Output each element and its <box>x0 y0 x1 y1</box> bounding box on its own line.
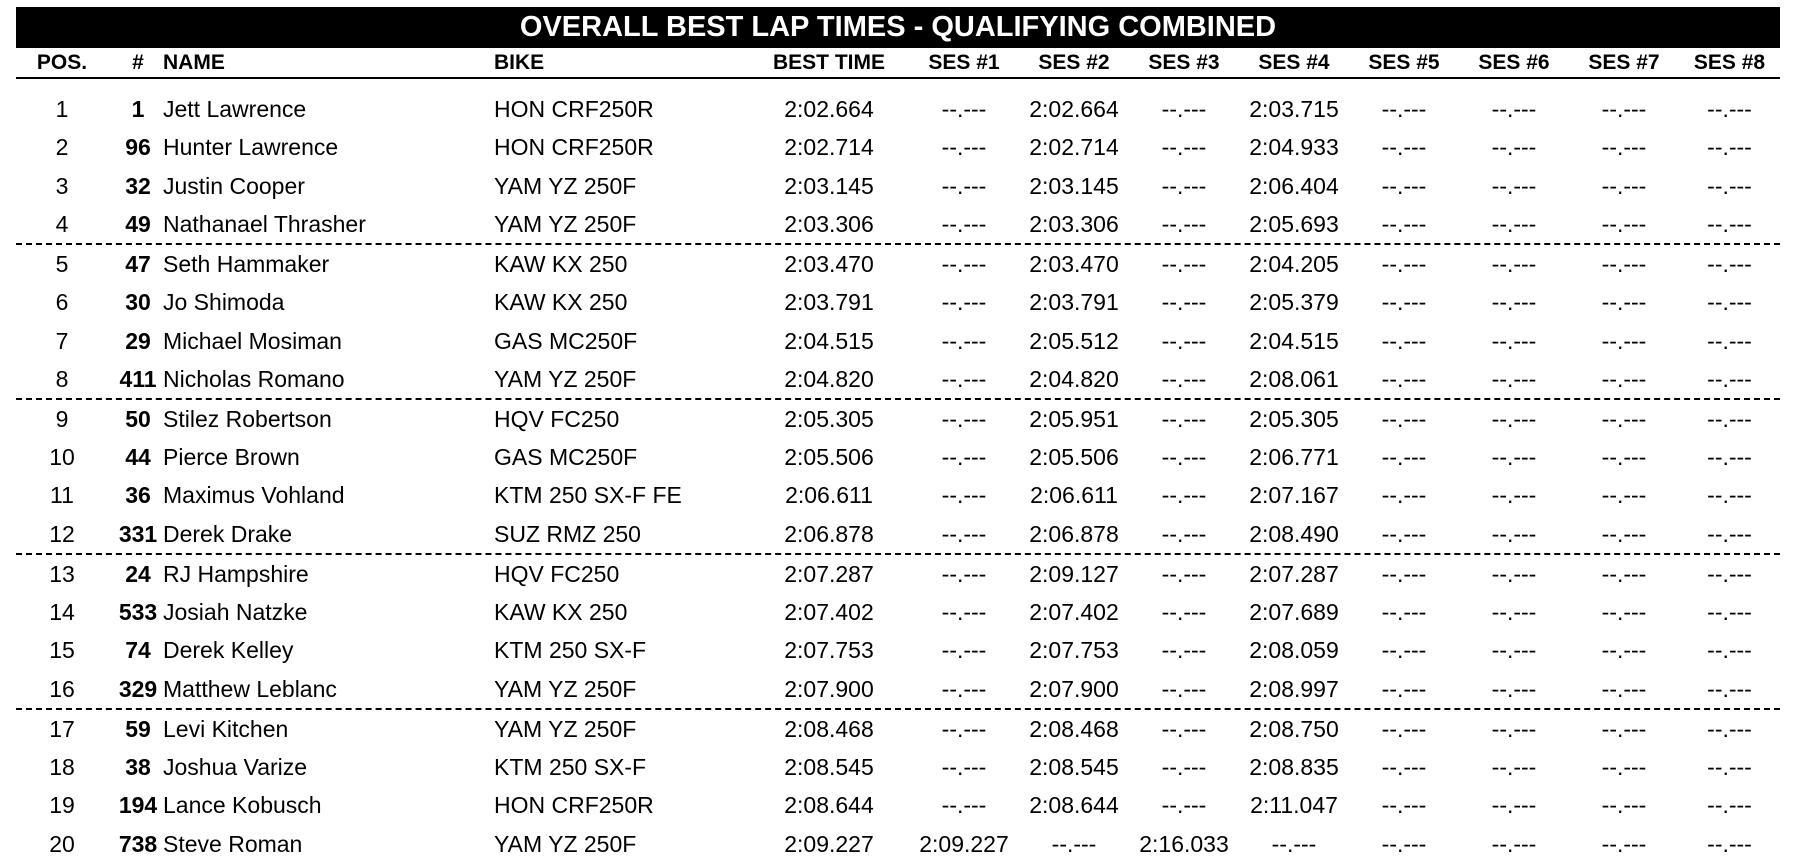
cell-best-time: 2:03.791 <box>784 289 874 316</box>
cell-name: Derek Drake <box>163 520 293 547</box>
cell-name: Steve Roman <box>163 830 303 857</box>
table-row <box>16 786 1780 824</box>
cell-bike: SUZ RMZ 250 <box>494 520 641 547</box>
cell-number: 738 <box>118 830 158 857</box>
cell-ses-8: --.--- <box>1707 96 1752 122</box>
cell-bike: YAM YZ 250F <box>494 365 637 392</box>
cell-bike: YAM YZ 250F <box>494 675 637 702</box>
cell-ses-7: --.--- <box>1601 250 1647 277</box>
cell-ses-4: --.--- <box>1271 830 1317 857</box>
header-pos: POS. <box>36 51 88 74</box>
table-row <box>16 631 1780 669</box>
cell-ses-5: --.--- <box>1381 172 1427 199</box>
cell-ses-5: --.--- <box>1381 250 1427 277</box>
cell-ses-7: --.--- <box>1601 444 1647 471</box>
cell-ses-6: --.--- <box>1491 96 1537 122</box>
cell-ses-4: 2:07.167 <box>1249 482 1339 509</box>
cell-best-time: 2:07.287 <box>784 560 874 587</box>
cell-ses-6: --.--- <box>1491 250 1537 277</box>
cell-ses-1: --.--- <box>941 250 987 277</box>
cell-ses-4: 2:08.750 <box>1249 715 1339 742</box>
cell-best-time: 2:03.470 <box>784 250 874 277</box>
cell-ses-1: --.--- <box>941 792 987 819</box>
table-row <box>16 825 1780 863</box>
cell-ses-3: --.--- <box>1161 172 1207 199</box>
cell-ses-4: 2:04.515 <box>1249 327 1339 354</box>
cell-bike: HQV FC250 <box>494 560 620 587</box>
cell-number: 194 <box>118 792 158 819</box>
cell-name: Pierce Brown <box>163 444 300 471</box>
cell-ses-6: --.--- <box>1491 365 1537 392</box>
cell-ses-7: --.--- <box>1601 753 1647 780</box>
cell-bike: HON CRF250R <box>494 792 654 819</box>
cell-name: Derek Kelley <box>163 637 294 664</box>
cell-ses-6: --.--- <box>1491 715 1537 742</box>
cell-bike: GAS MC250F <box>494 444 638 471</box>
cell-number: 29 <box>125 327 151 354</box>
cell-ses-1: --.--- <box>941 96 987 122</box>
cell-ses-4: 2:11.047 <box>1250 792 1338 819</box>
cell-bike: GAS MC250F <box>494 327 638 354</box>
header-ses-2: SES #2 <box>1038 51 1110 74</box>
cell-ses-1: --.--- <box>941 637 987 664</box>
cell-pos: 9 <box>55 405 69 432</box>
header-number: # <box>132 51 144 74</box>
table-row <box>16 205 1780 243</box>
cell-name: Matthew Leblanc <box>163 675 337 702</box>
cell-ses-2: 2:05.506 <box>1029 444 1119 471</box>
cell-ses-7: --.--- <box>1601 289 1647 316</box>
cell-pos: 10 <box>49 444 75 471</box>
cell-ses-5: --.--- <box>1381 444 1427 471</box>
header-ses-5: SES #5 <box>1368 51 1440 74</box>
table-row <box>16 245 1780 283</box>
cell-ses-8: --.--- <box>1707 792 1752 819</box>
cell-ses-8: --.--- <box>1707 289 1752 316</box>
cell-name: Seth Hammaker <box>163 250 330 277</box>
cell-ses-3: --.--- <box>1161 560 1207 587</box>
cell-ses-6: --.--- <box>1491 289 1537 316</box>
cell-best-time: 2:04.820 <box>784 365 874 392</box>
table-row <box>16 90 1780 128</box>
header-ses-3: SES #3 <box>1148 51 1220 74</box>
cell-ses-5: --.--- <box>1381 675 1427 702</box>
cell-ses-6: --.--- <box>1491 405 1537 432</box>
cell-ses-1: --.--- <box>941 289 987 316</box>
cell-ses-6: --.--- <box>1491 172 1537 199</box>
cell-ses-5: --.--- <box>1381 96 1427 122</box>
cell-ses-6: --.--- <box>1491 830 1537 857</box>
cell-ses-4: 2:05.693 <box>1249 210 1339 237</box>
cell-ses-4: 2:05.305 <box>1249 405 1339 432</box>
cell-pos: 1 <box>55 96 69 122</box>
cell-ses-4: 2:08.059 <box>1249 637 1339 664</box>
cell-ses-6: --.--- <box>1491 444 1537 471</box>
cell-bike: YAM YZ 250F <box>494 715 637 742</box>
cell-ses-8: --.--- <box>1707 715 1752 742</box>
cell-pos: 7 <box>55 327 69 354</box>
cell-ses-1: --.--- <box>941 715 987 742</box>
cell-name: Justin Cooper <box>163 172 305 199</box>
cell-ses-5: --.--- <box>1381 715 1427 742</box>
cell-ses-1: --.--- <box>941 520 987 547</box>
cell-ses-6: --.--- <box>1491 599 1537 625</box>
cell-number: 1 <box>131 96 145 122</box>
cell-number: 32 <box>125 172 151 199</box>
cell-ses-4: 2:08.997 <box>1249 675 1339 702</box>
cell-ses-8: --.--- <box>1707 599 1752 625</box>
cell-ses-4: 2:07.689 <box>1249 599 1339 625</box>
cell-number: 38 <box>125 753 151 780</box>
cell-ses-3: --.--- <box>1161 482 1207 509</box>
cell-name: RJ Hampshire <box>163 560 309 587</box>
cell-ses-8: --.--- <box>1707 405 1752 432</box>
cell-pos: 20 <box>49 830 75 857</box>
cell-best-time: 2:07.402 <box>784 599 874 625</box>
cell-ses-5: --.--- <box>1381 599 1427 625</box>
cell-best-time: 2:07.753 <box>784 637 874 664</box>
header-bike: BIKE <box>494 51 545 74</box>
cell-bike: KAW KX 250 <box>494 250 628 277</box>
cell-ses-5: --.--- <box>1381 830 1427 857</box>
cell-pos: 19 <box>49 792 75 819</box>
table-row <box>16 283 1780 321</box>
cell-ses-8: --.--- <box>1707 675 1752 702</box>
cell-pos: 14 <box>49 599 75 625</box>
cell-name: Jo Shimoda <box>163 289 285 316</box>
cell-ses-2: 2:04.820 <box>1029 365 1119 392</box>
cell-best-time: 2:09.227 <box>784 830 874 857</box>
header-best-time: BEST TIME <box>772 51 885 74</box>
cell-name: Nathanael Thrasher <box>163 210 366 237</box>
cell-number: 96 <box>125 134 151 161</box>
cell-ses-3: 2:16.033 <box>1139 830 1229 857</box>
cell-ses-4: 2:08.835 <box>1249 753 1339 780</box>
cell-ses-2: 2:07.900 <box>1029 675 1119 702</box>
cell-ses-4: 2:08.490 <box>1249 520 1339 547</box>
cell-pos: 13 <box>49 560 75 587</box>
cell-best-time: 2:06.878 <box>784 520 874 547</box>
table-row <box>16 555 1780 593</box>
cell-pos: 11 <box>50 482 74 509</box>
cell-ses-1: --.--- <box>941 482 987 509</box>
cell-name: Lance Kobusch <box>163 792 322 819</box>
cell-best-time: 2:02.714 <box>784 134 874 161</box>
cell-number: 30 <box>125 289 151 316</box>
cell-bike: YAM YZ 250F <box>494 830 637 857</box>
cell-ses-7: --.--- <box>1601 675 1647 702</box>
cell-ses-5: --.--- <box>1381 482 1427 509</box>
cell-best-time: 2:07.900 <box>784 675 874 702</box>
cell-number: 50 <box>125 405 151 432</box>
cell-ses-6: --.--- <box>1491 675 1537 702</box>
cell-ses-5: --.--- <box>1381 792 1427 819</box>
cell-ses-1: --.--- <box>941 327 987 354</box>
cell-ses-8: --.--- <box>1707 560 1752 587</box>
cell-ses-1: --.--- <box>941 560 987 587</box>
cell-ses-2: 2:03.791 <box>1029 289 1119 316</box>
cell-ses-7: --.--- <box>1601 830 1647 857</box>
cell-ses-1: --.--- <box>941 753 987 780</box>
cell-ses-3: --.--- <box>1161 753 1207 780</box>
cell-ses-1: --.--- <box>941 405 987 432</box>
cell-ses-3: --.--- <box>1161 365 1207 392</box>
cell-ses-7: --.--- <box>1601 96 1647 122</box>
cell-best-time: 2:08.468 <box>784 715 874 742</box>
cell-ses-7: --.--- <box>1601 520 1647 547</box>
cell-ses-5: --.--- <box>1381 405 1427 432</box>
cell-bike: HON CRF250R <box>494 134 654 161</box>
cell-ses-3: --.--- <box>1161 675 1207 702</box>
cell-number: 47 <box>125 250 151 277</box>
cell-best-time: 2:06.611 <box>785 482 873 509</box>
cell-ses-8: --.--- <box>1707 482 1752 509</box>
cell-bike: HQV FC250 <box>494 405 620 432</box>
cell-ses-3: --.--- <box>1161 637 1207 664</box>
cell-name: Jett Lawrence <box>163 96 307 122</box>
cell-ses-1: --.--- <box>941 210 987 237</box>
table-row <box>16 476 1780 514</box>
cell-ses-8: --.--- <box>1707 365 1752 392</box>
cell-ses-8: --.--- <box>1707 520 1752 547</box>
cell-ses-5: --.--- <box>1381 134 1427 161</box>
cell-best-time: 2:03.306 <box>784 210 874 237</box>
cell-ses-6: --.--- <box>1491 482 1537 509</box>
cell-ses-8: --.--- <box>1707 444 1752 471</box>
cell-ses-2: 2:03.145 <box>1029 172 1119 199</box>
table-row <box>16 360 1780 398</box>
cell-ses-2: 2:07.402 <box>1029 599 1119 625</box>
cell-pos: 12 <box>49 520 75 547</box>
cell-ses-3: --.--- <box>1161 289 1207 316</box>
cell-number: 74 <box>125 637 151 664</box>
cell-best-time: 2:02.664 <box>784 96 874 122</box>
cell-ses-8: --.--- <box>1707 753 1752 780</box>
cell-ses-7: --.--- <box>1601 210 1647 237</box>
cell-bike: KAW KX 250 <box>494 599 628 625</box>
table-row <box>16 515 1780 553</box>
cell-ses-7: --.--- <box>1601 637 1647 664</box>
cell-ses-3: --.--- <box>1161 444 1207 471</box>
table-row <box>16 710 1780 748</box>
cell-ses-1: --.--- <box>941 365 987 392</box>
cell-pos: 3 <box>55 172 69 199</box>
cell-ses-7: --.--- <box>1601 327 1647 354</box>
cell-number: 24 <box>125 560 151 587</box>
cell-ses-6: --.--- <box>1491 560 1537 587</box>
header-ses-7: SES #7 <box>1588 51 1660 74</box>
cell-ses-3: --.--- <box>1161 250 1207 277</box>
cell-pos: 5 <box>55 250 69 277</box>
cell-ses-4: 2:06.404 <box>1249 172 1339 199</box>
cell-ses-6: --.--- <box>1491 210 1537 237</box>
cell-number: 331 <box>118 520 158 547</box>
cell-ses-3: --.--- <box>1161 599 1207 625</box>
cell-ses-5: --.--- <box>1381 560 1427 587</box>
cell-number: 59 <box>125 715 151 742</box>
cell-ses-1: --.--- <box>941 675 987 702</box>
cell-number: 49 <box>125 210 151 237</box>
cell-ses-4: 2:06.771 <box>1249 444 1339 471</box>
cell-pos: 8 <box>55 365 69 392</box>
cell-best-time: 2:08.545 <box>784 753 874 780</box>
header-ses-4: SES #4 <box>1258 51 1330 74</box>
cell-ses-2: 2:08.545 <box>1029 753 1119 780</box>
cell-number: 36 <box>125 482 151 509</box>
cell-ses-3: --.--- <box>1161 405 1207 432</box>
header-ses-1: SES #1 <box>928 51 1000 74</box>
cell-ses-6: --.--- <box>1491 753 1537 780</box>
cell-ses-2: 2:08.468 <box>1029 715 1119 742</box>
cell-name: Stilez Robertson <box>163 405 332 432</box>
cell-ses-5: --.--- <box>1381 637 1427 664</box>
cell-ses-5: --.--- <box>1381 753 1427 780</box>
cell-ses-6: --.--- <box>1491 134 1537 161</box>
cell-ses-4: 2:03.715 <box>1249 96 1339 122</box>
cell-ses-3: --.--- <box>1161 134 1207 161</box>
cell-bike: KAW KX 250 <box>494 289 628 316</box>
table-row <box>16 438 1780 476</box>
table-row <box>16 593 1780 631</box>
cell-ses-6: --.--- <box>1491 637 1537 664</box>
cell-ses-7: --.--- <box>1601 599 1647 625</box>
table-row <box>16 400 1780 438</box>
cell-ses-3: --.--- <box>1161 715 1207 742</box>
cell-ses-2: 2:06.878 <box>1029 520 1119 547</box>
cell-best-time: 2:05.305 <box>784 405 874 432</box>
cell-ses-5: --.--- <box>1381 210 1427 237</box>
header-ses-8: SES #8 <box>1693 51 1766 74</box>
cell-number: 533 <box>118 599 158 625</box>
cell-ses-8: --.--- <box>1707 172 1752 199</box>
cell-pos: 17 <box>49 715 75 742</box>
cell-ses-6: --.--- <box>1491 792 1537 819</box>
cell-ses-3: --.--- <box>1161 96 1207 122</box>
cell-ses-2: 2:03.306 <box>1029 210 1119 237</box>
cell-ses-8: --.--- <box>1707 327 1752 354</box>
cell-name: Hunter Lawrence <box>163 134 339 161</box>
cell-ses-1: --.--- <box>941 444 987 471</box>
cell-ses-5: --.--- <box>1381 289 1427 316</box>
cell-pos: 18 <box>49 753 75 780</box>
cell-ses-7: --.--- <box>1601 365 1647 392</box>
cell-ses-8: --.--- <box>1707 830 1752 857</box>
cell-ses-2: 2:08.644 <box>1029 792 1119 819</box>
table-header <box>16 48 1780 79</box>
table-row <box>16 128 1780 166</box>
cell-ses-6: --.--- <box>1491 520 1537 547</box>
cell-number: 44 <box>125 444 151 471</box>
table-row <box>16 670 1780 708</box>
cell-ses-7: --.--- <box>1601 482 1647 509</box>
cell-ses-7: --.--- <box>1601 792 1647 819</box>
cell-ses-2: 2:05.951 <box>1029 405 1119 432</box>
cell-ses-7: --.--- <box>1601 134 1647 161</box>
cell-ses-8: --.--- <box>1707 637 1752 664</box>
cell-ses-4: 2:05.379 <box>1249 289 1339 316</box>
cell-ses-2: 2:06.611 <box>1030 482 1118 509</box>
cell-pos: 16 <box>49 675 75 702</box>
cell-ses-2: 2:09.127 <box>1029 560 1119 587</box>
cell-bike: YAM YZ 250F <box>494 210 637 237</box>
cell-ses-1: --.--- <box>941 172 987 199</box>
cell-ses-3: --.--- <box>1161 792 1207 819</box>
cell-name: Joshua Varize <box>163 753 308 780</box>
cell-ses-2: 2:03.470 <box>1029 250 1119 277</box>
cell-pos: 6 <box>55 289 69 316</box>
header-ses-6: SES #6 <box>1478 51 1550 74</box>
cell-best-time: 2:04.515 <box>784 327 874 354</box>
cell-number: 329 <box>118 675 158 702</box>
cell-pos: 2 <box>55 134 69 161</box>
cell-name: Michael Mosiman <box>163 327 342 354</box>
cell-ses-4: 2:04.933 <box>1249 134 1339 161</box>
cell-bike: KTM 250 SX-F <box>494 637 647 664</box>
cell-ses-2: 2:07.753 <box>1029 637 1119 664</box>
cell-ses-8: --.--- <box>1707 134 1752 161</box>
cell-ses-2: 2:05.512 <box>1029 327 1119 354</box>
cell-best-time: 2:03.145 <box>784 172 874 199</box>
cell-ses-5: --.--- <box>1381 365 1427 392</box>
cell-ses-6: --.--- <box>1491 327 1537 354</box>
cell-ses-7: --.--- <box>1601 560 1647 587</box>
cell-ses-3: --.--- <box>1161 520 1207 547</box>
cell-ses-5: --.--- <box>1381 327 1427 354</box>
cell-ses-2: --.--- <box>1051 830 1097 857</box>
cell-bike: KTM 250 SX-F FE <box>494 482 682 509</box>
table-row <box>16 748 1780 786</box>
table-row <box>16 322 1780 360</box>
table-row <box>16 167 1780 205</box>
cell-ses-4: 2:04.205 <box>1249 250 1339 277</box>
cell-best-time: 2:08.644 <box>784 792 874 819</box>
cell-pos: 15 <box>49 637 75 664</box>
cell-name: Josiah Natzke <box>163 599 308 625</box>
cell-best-time: 2:05.506 <box>784 444 874 471</box>
cell-ses-7: --.--- <box>1601 715 1647 742</box>
cell-bike: HON CRF250R <box>494 96 654 122</box>
cell-name: Levi Kitchen <box>163 715 289 742</box>
cell-name: Nicholas Romano <box>163 365 345 392</box>
page-title: OVERALL BEST LAP TIMES - QUALIFYING COMBINED <box>16 7 1780 48</box>
cell-ses-1: 2:09.227 <box>919 830 1009 857</box>
cell-ses-1: --.--- <box>941 134 987 161</box>
cell-ses-8: --.--- <box>1707 250 1752 277</box>
cell-ses-4: 2:08.061 <box>1249 365 1339 392</box>
cell-bike: YAM YZ 250F <box>494 172 637 199</box>
cell-name: Maximus Vohland <box>163 482 345 509</box>
cell-ses-8: --.--- <box>1707 210 1752 237</box>
cell-pos: 4 <box>55 210 69 237</box>
cell-ses-2: 2:02.714 <box>1029 134 1119 161</box>
cell-ses-2: 2:02.664 <box>1029 96 1119 122</box>
cell-ses-3: --.--- <box>1161 327 1207 354</box>
cell-number: 411 <box>119 365 157 392</box>
cell-ses-5: --.--- <box>1381 520 1427 547</box>
cell-ses-1: --.--- <box>941 599 987 625</box>
header-name: NAME <box>163 51 225 74</box>
cell-ses-4: 2:07.287 <box>1249 560 1339 587</box>
cell-ses-7: --.--- <box>1601 172 1647 199</box>
cell-ses-7: --.--- <box>1601 405 1647 432</box>
cell-bike: KTM 250 SX-F <box>494 753 647 780</box>
cell-ses-3: --.--- <box>1161 210 1207 237</box>
